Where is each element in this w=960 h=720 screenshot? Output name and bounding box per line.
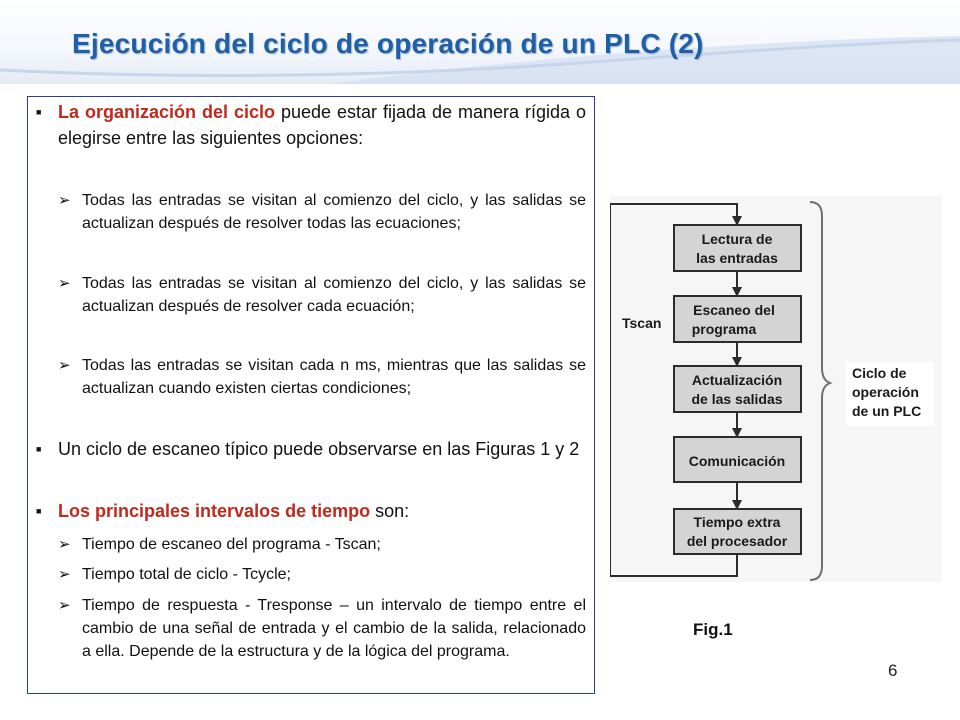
arrow-bullet-icon: ➢: [58, 192, 71, 209]
sub-bullet-option-1: [58, 189, 586, 235]
text-panel: [27, 96, 595, 694]
box-input-read-line-2: las entradas: [696, 250, 778, 266]
time-intervals-highlight: Los principales intervalos de tiempo: [58, 501, 371, 521]
plc-cycle-flowchart: [610, 196, 942, 582]
slide-title: Ejecución del ciclo de operación de un PLC (2): [72, 28, 704, 59]
arrow-bullet-icon: ➢: [58, 275, 71, 292]
bullet-cycle-organization: [36, 99, 586, 151]
sub-bullet-tcycle: [58, 563, 586, 586]
page-number: 6: [888, 661, 898, 680]
arrow-bullet-icon: ➢: [58, 357, 71, 374]
cycle-brace: [810, 202, 830, 580]
cycle-label-line-2: operación: [852, 384, 919, 400]
square-bullet-icon: ■: [36, 506, 42, 516]
cycle-label-line-3: de un PLC: [852, 403, 922, 419]
header-bar: [0, 0, 960, 84]
tcycle-text: Tiempo total de ciclo - Tcycle;: [82, 566, 291, 583]
cycle-organization-highlight: La organización del ciclo: [58, 102, 275, 122]
tscan-label: Tscan: [622, 315, 662, 331]
bullet-typical-cycle: [36, 436, 586, 462]
sub-bullet-tscan: [58, 533, 586, 556]
cycle-organization-text: puede estar fijada de manera rígida o elegirse entre las siguientes opciones:: [58, 102, 586, 148]
time-intervals-text: son:: [370, 501, 410, 521]
option-1-text: Todas las entradas se visitan al comienzo del ciclo, y las salidas se actualizan después de resolver todas las ecuaciones;: [82, 192, 586, 232]
cycle-label-line-1: Ciclo de: [852, 365, 907, 381]
box-processor-overhead-line-1: Tiempo extra: [693, 514, 781, 530]
typical-cycle-text: Un ciclo de escaneo típico puede observarse en las Figuras 1 y 2: [58, 439, 580, 459]
arrow-bullet-icon: ➢: [58, 597, 71, 614]
arrow-bullet-icon: ➢: [58, 566, 71, 583]
plc-cycle-diagram: [610, 196, 942, 582]
box-communication-label: Comunicación: [688, 453, 786, 469]
sub-bullet-option-2: [58, 272, 586, 318]
sub-bullet-option-3: [58, 354, 586, 400]
option-2-text: Todas las entradas se visitan al comienzo del ciclo, y las salidas se actualizan después de resolver cada ecuación;: [82, 275, 586, 315]
sub-bullet-tresponse: [58, 594, 586, 663]
option-3-text: Todas las entradas se visitan cada n ms, mientras que las salidas se actualizan cuando existen ciertas condiciones;: [82, 357, 586, 397]
figure-caption: Fig.1: [693, 620, 733, 639]
square-bullet-icon: ■: [36, 107, 42, 117]
square-bullet-icon: ■: [36, 444, 42, 454]
arrow-bullet-icon: ➢: [58, 536, 71, 553]
bullet-time-intervals: [36, 498, 586, 524]
box-output-update-line-1: Actualización: [691, 372, 783, 388]
box-processor-overhead-line-2: del procesador: [686, 533, 788, 549]
box-output-update-line-2: de las salidas: [691, 391, 783, 407]
box-input-read-line-1: Lectura de: [701, 231, 773, 247]
box-program-scan-line-1: Escaneo del: [693, 302, 775, 318]
tresponse-text: Tiempo de respuesta - Tresponse – un intervalo de tiempo entre el cambio de una señal de entrada y el cambio de la salida, relacionado a ella. Depende de la estructura y de la lógica del programa.: [82, 597, 586, 660]
box-program-scan-line-2: programa: [691, 321, 757, 337]
tscan-text: Tiempo de escaneo del programa - Tscan;: [82, 536, 381, 553]
